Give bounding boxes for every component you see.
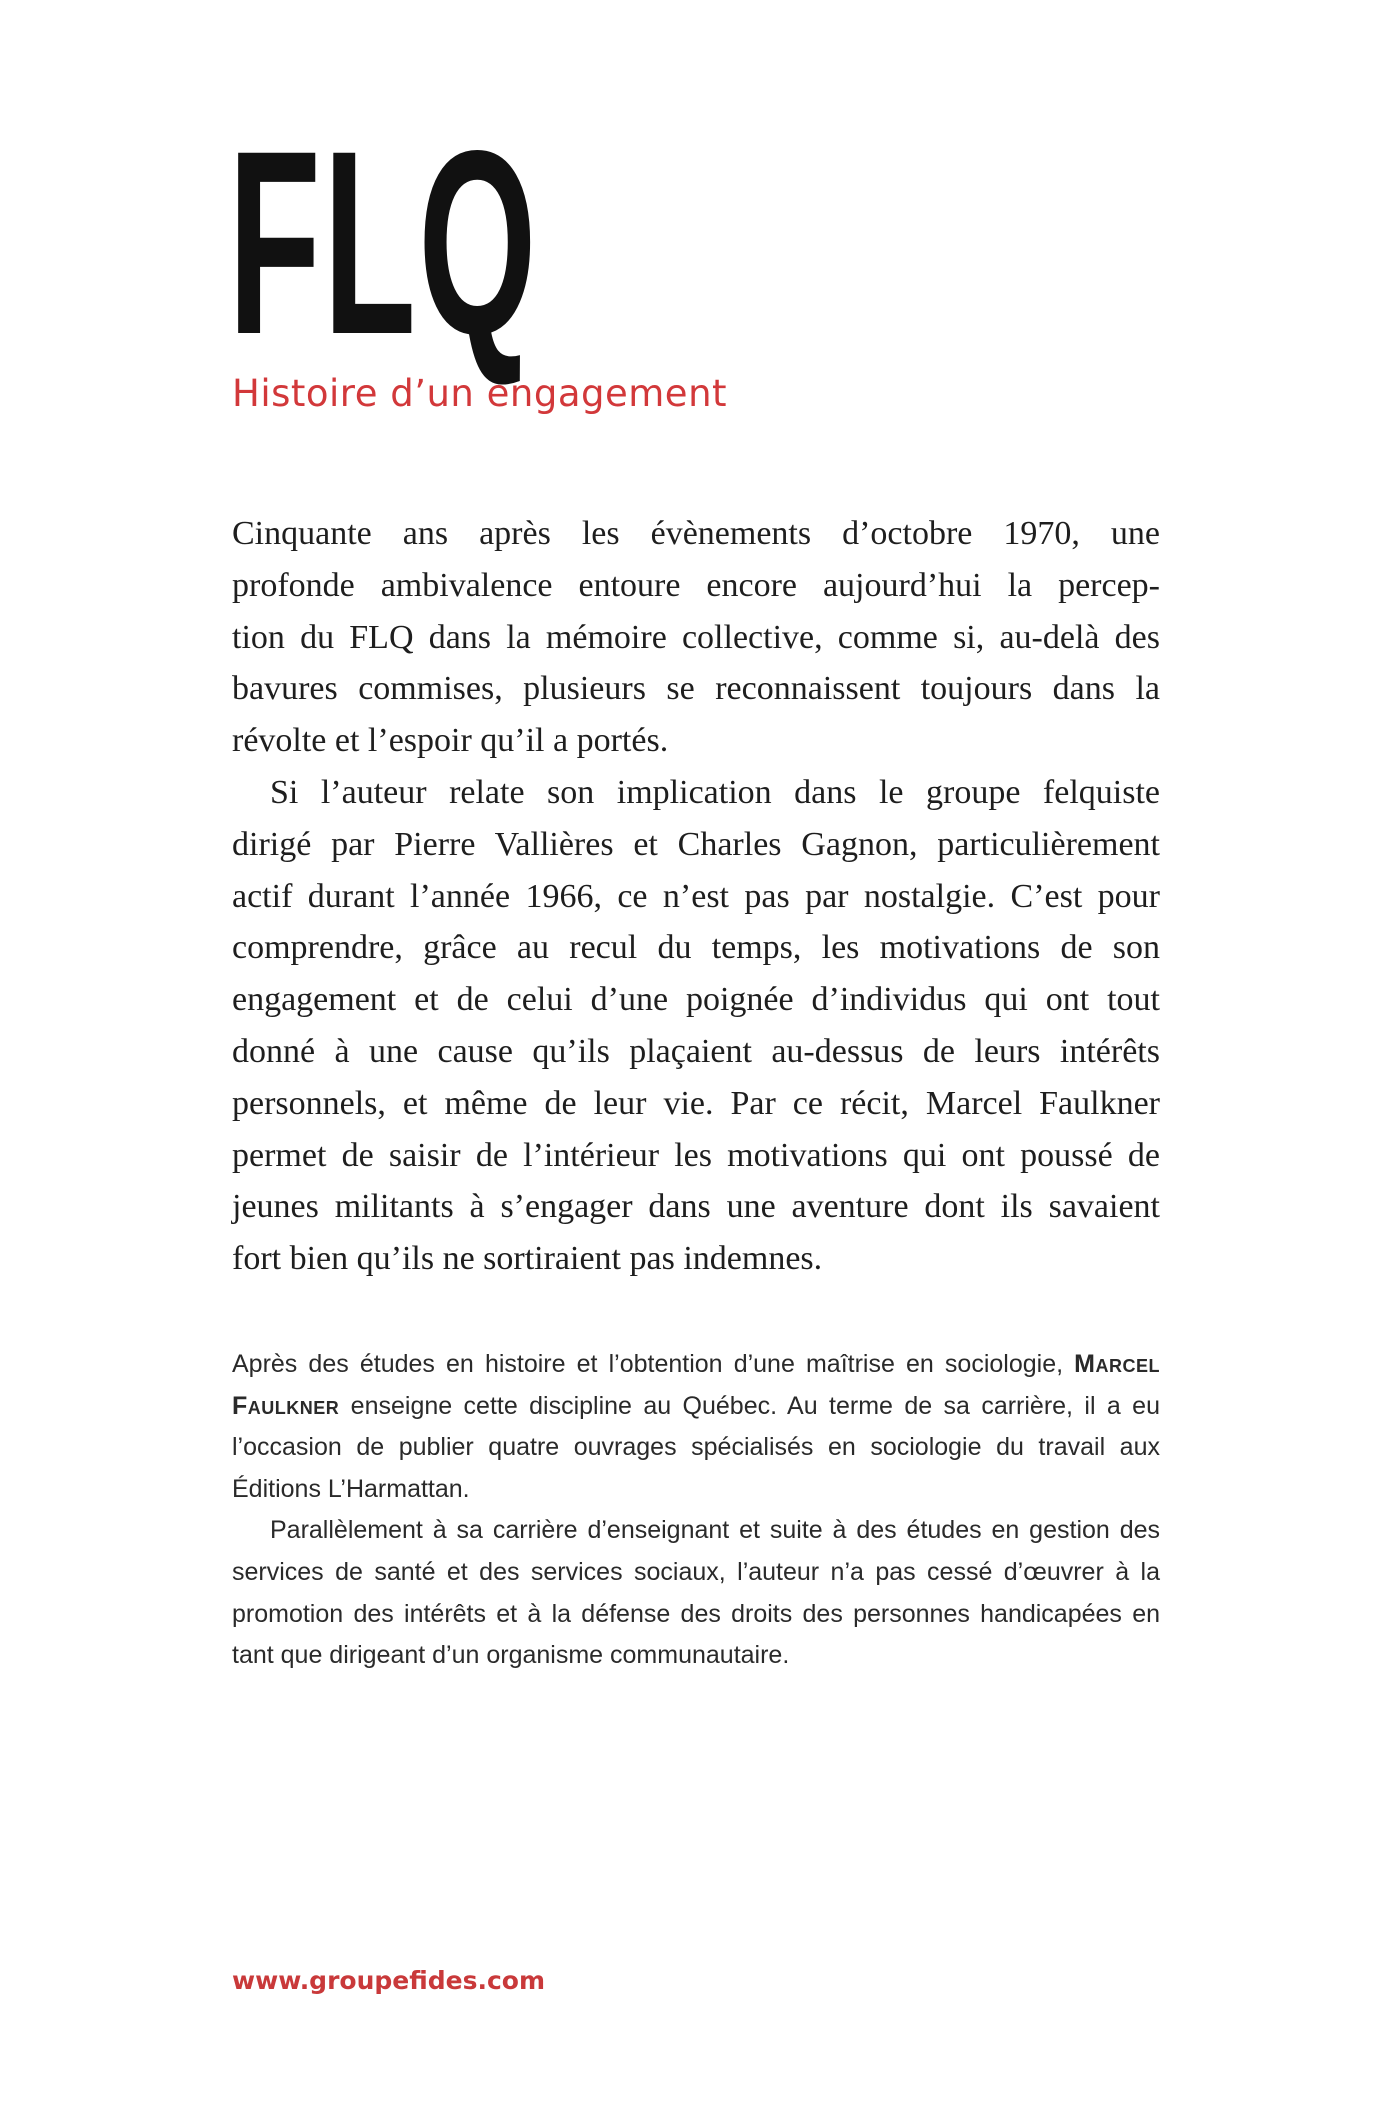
- text-line: dirigé par Pierre Vallières et Charles Gagnon, particulièrement: [232, 825, 1160, 863]
- text-line: jeunes militants à s’engager dans une aventure dont ils savaient: [232, 1188, 1160, 1226]
- book-subtitle: Histoire d’un engagement: [232, 372, 728, 415]
- text-line: [232, 1386, 1160, 1428]
- text-line: Si l’auteur relate son implication dans le groupe felquiste: [270, 773, 1160, 811]
- text-line: tant que dirigeant d’un organisme communautaire.: [232, 1641, 790, 1670]
- text-line: actif durant l’année 1966, ce n’est pas par nostalgie. C’est pour: [232, 877, 1160, 915]
- text-line: fort bien qu’ils ne sortiraient pas indemnes.: [232, 1240, 823, 1278]
- text-line: personnels, et même de leur vie. Par ce récit, Marcel Faulkner: [232, 1084, 1160, 1122]
- text-line: permet de saisir de l’intérieur les motivations qui ont poussé de: [232, 1136, 1160, 1174]
- text-line: promotion des intérêts et à la défense des droits des personnes handicapées en: [232, 1599, 1160, 1628]
- text-line: bavures commises, plusieurs se reconnaissent toujours dans la: [232, 670, 1160, 708]
- text-line: [232, 1344, 1160, 1386]
- author-bio: [232, 1344, 1160, 1677]
- publisher-url[interactable]: www.groupefides.com: [232, 1966, 546, 1995]
- author-first-name: Marcel: [1074, 1350, 1160, 1378]
- flq-logo: FLQ: [228, 96, 539, 389]
- text-line: donné à une cause qu’ils plaçaient au-dessus de leurs intérêts: [232, 1032, 1160, 1070]
- text-line: tion du FLQ dans la mémoire collective, comme si, au-delà des: [232, 618, 1160, 656]
- text-line: comprendre, grâce au recul du temps, les motivations de son: [232, 929, 1160, 967]
- text-line: engagement et de celui d’une poignée d’individus qui ont tout: [232, 981, 1160, 1019]
- text-line: Parallèlement à sa carrière d’enseignant et suite à des études en gestion des: [270, 1516, 1160, 1545]
- text-line: l’occasion de publier quatre ouvrages spécialisés en sociologie du travail aux: [232, 1433, 1160, 1462]
- author-last-name: Faulkner: [232, 1391, 340, 1420]
- bio-text: enseigne cette discipline au Québec. Au terme de sa carrière, il a eu: [350, 1391, 1160, 1420]
- text-line: Éditions L’Harmattan.: [232, 1474, 470, 1503]
- bio-text: Après des études en histoire et l’obtention d’une maîtrise en sociologie,: [232, 1350, 1064, 1378]
- text-line: Cinquante ans après les évènements d’octobre 1970, une: [232, 515, 1160, 552]
- text-line: profonde ambivalence entoure encore aujourd’hui la percep-: [232, 566, 1160, 604]
- book-description: [232, 508, 1160, 1285]
- text-line: services de santé et des services sociaux, l’auteur n’a pas cessé d’œuvrer à la: [232, 1557, 1160, 1586]
- text-line: révolte et l’espoir qu’il a portés.: [232, 722, 669, 760]
